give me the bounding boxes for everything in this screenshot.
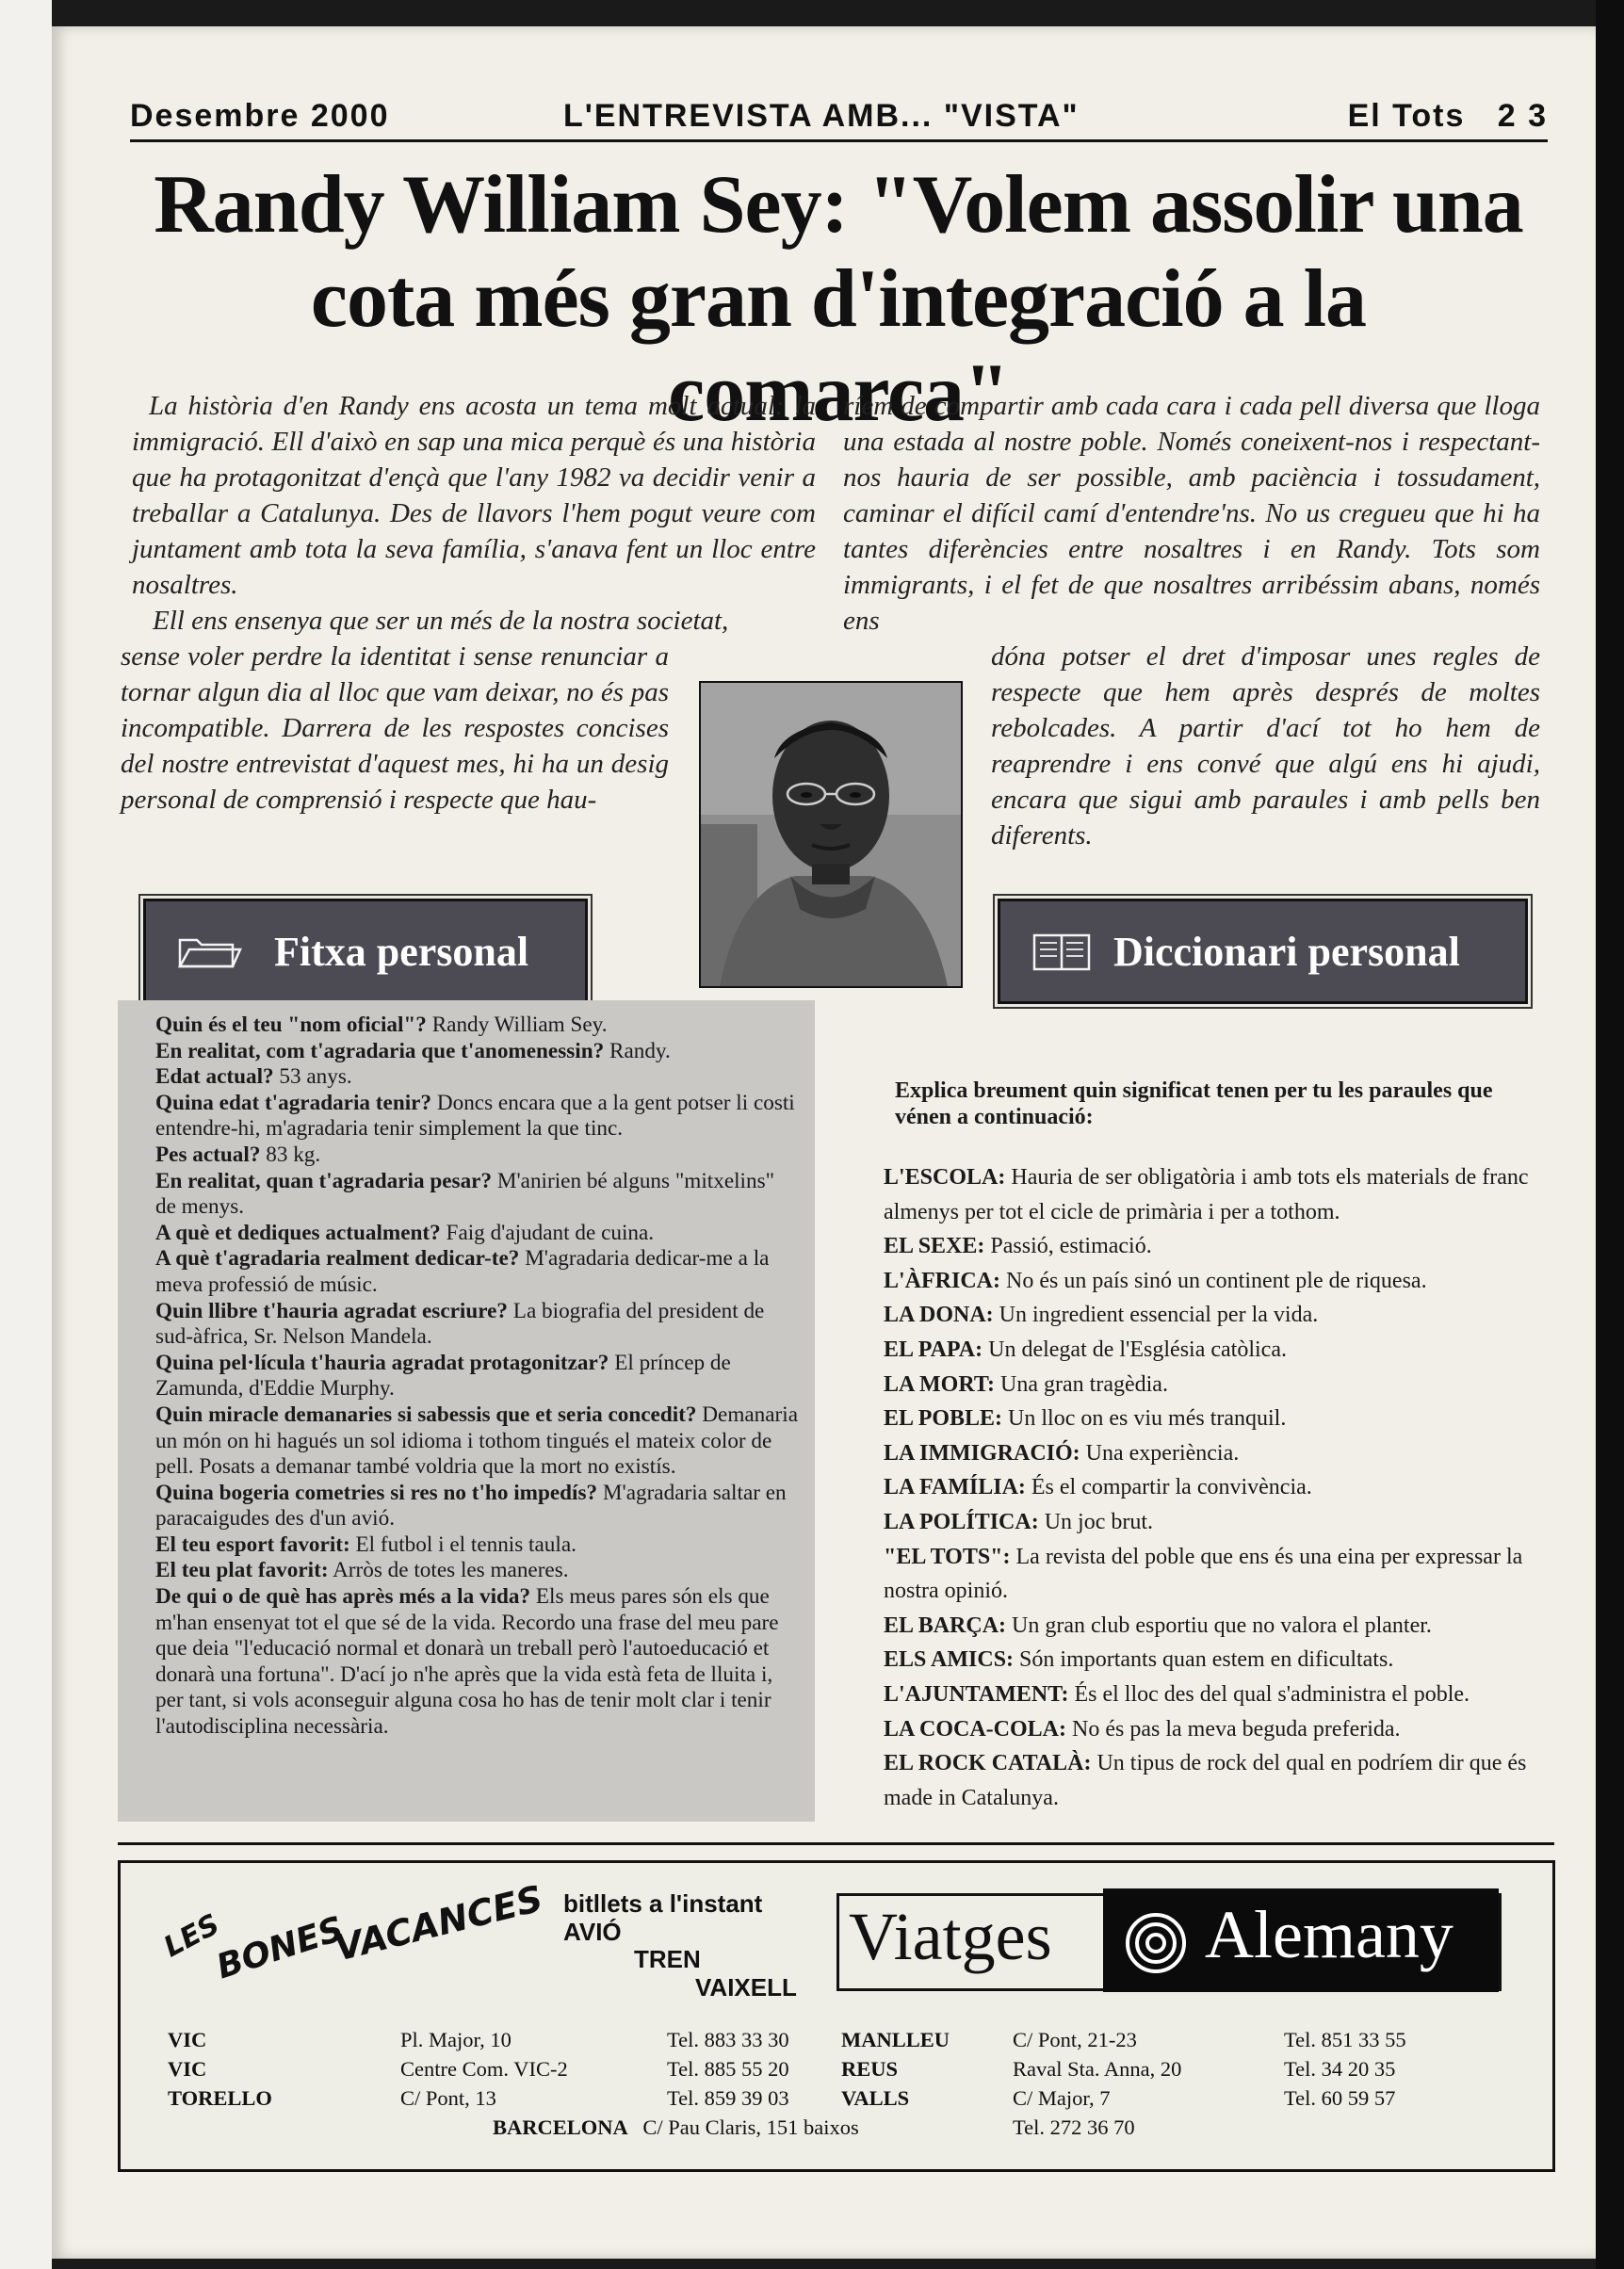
- office-city: [841, 2054, 973, 2083]
- running-header: [130, 96, 1548, 142]
- question: Quina pel·lícula t'hauria agradat protagonitzar?: [155, 1350, 609, 1375]
- dict-definition: Són importants quan estem en dificultats.: [1014, 1647, 1394, 1673]
- office-phone: Tel. 851 33 55: [1284, 2028, 1406, 2051]
- dict-entry: [884, 1470, 1543, 1505]
- question: El teu esport favorit:: [155, 1532, 350, 1557]
- dict-entry: [884, 1229, 1543, 1264]
- scan-margin: [0, 0, 52, 2269]
- dict-term: "EL TOTS":: [884, 1544, 1011, 1569]
- office-addresses-left: [400, 2025, 636, 2113]
- vaixell-text: VAIXELL: [695, 1973, 797, 2002]
- fitxa-item: [155, 1246, 798, 1298]
- office-phones-left: [667, 2025, 827, 2113]
- dict-definition: Un ingredient essencial per la vida.: [993, 1303, 1319, 1328]
- fitxa-item: [155, 1299, 798, 1351]
- diccionari-personal-label: Diccionari personal: [1113, 928, 1460, 975]
- dict-term: EL SEXE:: [884, 1234, 985, 1259]
- portrait-illustration: [701, 683, 961, 986]
- dict-definition: Una gran tragèdia.: [995, 1371, 1168, 1397]
- intro-paragraph: dóna potser el dret d'imposar unes regles de respecte que hem après després de moltes rebolcades. A partir d'ací tot ho hem de reaprendre i ens convé que algú ens hi ajudi, encara que sigui amb paraules i amb pells ben diferents.: [991, 641, 1540, 851]
- dict-definition: Una experiència.: [1080, 1440, 1240, 1466]
- spiral-icon: [1122, 1909, 1190, 1982]
- fitxa-item: [155, 1558, 798, 1584]
- answer: Arròs de totes les maneres.: [328, 1558, 569, 1583]
- fitxa-item: [155, 1143, 798, 1169]
- divider: [118, 1842, 1554, 1845]
- office-address: C/ Pau Claris, 151 baixos: [642, 2115, 859, 2139]
- office-city: [168, 2083, 271, 2113]
- dict-term: EL PAPA:: [884, 1337, 983, 1362]
- city-label: MANLLEU: [841, 2028, 950, 2051]
- fitxa-personal-list: [155, 1013, 798, 1741]
- alemany-word: Alemany: [1205, 1897, 1453, 1972]
- dict-term: L'ESCOLA:: [884, 1165, 1006, 1190]
- office-cities-left: [168, 2025, 271, 2113]
- dict-term: LA POLÍTICA:: [884, 1509, 1039, 1534]
- dict-entry: [884, 1643, 1543, 1677]
- dict-entry: [884, 1160, 1543, 1229]
- answer: Demanaria un món on hi hagués un sol idioma i tothom tingués el mateix color de pell. Posats a demanar també voldria que la mort no existís.: [155, 1402, 799, 1480]
- dict-entry: [884, 1436, 1543, 1471]
- office-phone: Tel. 883 33 30: [667, 2028, 789, 2051]
- dict-entry: [884, 1677, 1543, 1712]
- logo-black-block: [1103, 1888, 1499, 1992]
- logo-word-bones: BONES: [212, 1909, 349, 1987]
- answer: Els meus pares són els que m'han ensenyat tot el que sé de la vida. Recordo una frase del meu pare que deia "l'educació normal et donarà un treball però l'autoeducació et donarà una fortuna". D'ací jo n'he après que la vida està feta de lluita i, per tant, si vols aconseguir alguna cosa ho has de tenir molt clar i tenir l'autodisciplina necessària.: [155, 1584, 779, 1740]
- dict-definition: Un tipus de rock del qual en podríem dir que és made in Catalunya.: [884, 1751, 1527, 1810]
- intro-col1: [132, 388, 816, 639]
- dict-definition: És el compartir la convivència.: [1025, 1475, 1312, 1500]
- dict-definition: Hauria de ser obligatòria i amb tots els materials de franc almenys per tot el cicle de primària i per a tothom.: [884, 1165, 1529, 1224]
- question: En realitat, com t'agradaria que t'anomenessin?: [155, 1038, 605, 1063]
- question: Quina bogeria cometries si res no t'ho impedís?: [155, 1480, 598, 1505]
- city-label: TORELLO: [168, 2086, 272, 2110]
- question: De qui o de què has après més a la vida?: [155, 1584, 531, 1610]
- fitxa-item: [155, 1532, 798, 1559]
- dict-term: LA DONA:: [884, 1303, 994, 1328]
- office-phone: Tel. 885 55 20: [667, 2057, 789, 2081]
- office-phone: Tel. 34 20 35: [1284, 2057, 1396, 2081]
- folder-icon: [176, 932, 242, 970]
- logo-word-les: LES: [158, 1907, 225, 1965]
- dict-definition: És el lloc des del qual s'administra el poble.: [1068, 1681, 1470, 1707]
- dict-term: EL BARÇA:: [884, 1613, 1007, 1638]
- bitllets-text: bitllets a l'instant: [563, 1889, 763, 1918]
- intro-paragraph: Ell ens ensenya que ser un més de la nostra societat,: [153, 606, 729, 636]
- scan-edge: [1596, 0, 1624, 2269]
- answer: La biografia del president de sud-àfrica, Sr. Nelson Mandela.: [155, 1298, 765, 1350]
- intro-col1-wrap: [121, 639, 669, 818]
- fitxa-item: [155, 1351, 798, 1402]
- dict-term: LA IMMIGRACIÓ:: [884, 1440, 1080, 1466]
- city-label: REUS: [841, 2057, 899, 2081]
- header-section: L'ENTREVISTA AMB... "VISTA": [563, 98, 1080, 134]
- dict-term: ELS AMICS:: [884, 1647, 1015, 1673]
- office-address: C/ Pont, 13: [400, 2086, 496, 2110]
- viatges-alemany-logo: [836, 1893, 1502, 1991]
- office-phone: Tel. 60 59 57: [1284, 2086, 1396, 2110]
- fitxa-personal-heading: [143, 899, 588, 1004]
- dict-term: LA FAMÍLIA:: [884, 1475, 1026, 1500]
- dict-entry: [884, 1609, 1543, 1644]
- question: A què et dediques actualment?: [155, 1220, 441, 1245]
- fitxa-personal-label: Fitxa personal: [274, 928, 529, 975]
- fitxa-item: [155, 1064, 798, 1091]
- dict-term: LA COCA-COLA:: [884, 1716, 1067, 1742]
- office-address: C/ Major, 7: [1013, 2086, 1111, 2110]
- title-line-2: cota més gran d'integració a la comarca": [310, 253, 1367, 439]
- city-label: BARCELONA: [493, 2115, 628, 2139]
- dict-definition: La revista del poble que ens és una eina per expressar la nostra opinió.: [884, 1544, 1523, 1604]
- dict-definition: Un delegat de l'Església catòlica.: [983, 1337, 1287, 1362]
- dict-entry: [884, 1746, 1543, 1815]
- question: Pes actual?: [155, 1142, 261, 1167]
- city-label: VALLS: [841, 2086, 910, 2110]
- dict-definition: Passió, estimació.: [984, 1234, 1152, 1259]
- fitxa-item: [155, 1221, 798, 1247]
- office-phone: Tel. 859 39 03: [667, 2086, 789, 2110]
- logo-word-vacances: VACANCES: [331, 1877, 547, 1969]
- intro-col2: [843, 388, 1540, 639]
- answer: M'anirien bé alguns "mitxelins" de menys.: [155, 1168, 775, 1220]
- diccionari-list: [884, 1160, 1543, 1815]
- dict-definition: No és pas la meva beguda preferida.: [1066, 1716, 1401, 1742]
- question: A què t'agradaria realment dedicar-te?: [155, 1246, 520, 1272]
- portrait-photo: [699, 681, 963, 988]
- dict-term: L'AJUNTAMENT:: [884, 1681, 1069, 1707]
- viatges-word: Viatges: [849, 1899, 1052, 1974]
- question: Edat actual?: [155, 1064, 274, 1090]
- intro-paragraph: ríem de compartir amb cada cara i cada pell diversa que lloga una estada al nostre poble. Només coneixent-nos i respectant-nos hauria de ser possible, amb paciència i tossudament, caminar el difícil camí d'entendre'ns. No us cregueu que hi ha tantes diferències entre nosaltres i en Randy. Tots som immigrants, i el fet de que nosaltres arribéssim abans, només ens: [843, 391, 1540, 636]
- question: Quin llibre t'hauria agradat escriure?: [155, 1298, 508, 1323]
- office-city: [841, 2025, 973, 2054]
- dict-entry: [884, 1368, 1543, 1402]
- office-cities-right: [841, 2025, 973, 2113]
- dict-term: LA MORT:: [884, 1371, 996, 1397]
- title-line-1: Randy William Sey: "Volem assolir una: [154, 159, 1523, 251]
- tren-text: TREN: [634, 1945, 701, 1973]
- dict-instructions: Explica breument quin significat tenen per tu les paraules que vénen a continuació:: [895, 1078, 1493, 1129]
- dict-entry: [884, 1712, 1543, 1747]
- fitxa-item: [155, 1169, 798, 1221]
- avio-text: AVIÓ: [563, 1918, 622, 1946]
- question: Quin miracle demanaries si sabessis que et seria concedit?: [155, 1402, 697, 1427]
- office-city: [841, 2083, 973, 2113]
- fitxa-item: [155, 1481, 798, 1532]
- office-address: Centre Com. VIC-2: [400, 2057, 568, 2081]
- dict-entry: [884, 1402, 1543, 1436]
- dict-definition: Un lloc on es viu més tranquil.: [1002, 1406, 1287, 1432]
- office-barcelona: [493, 2113, 1152, 2142]
- header-page-number: El Tots 2 3: [1347, 98, 1548, 134]
- question: Quin és el teu "nom oficial"?: [155, 1013, 427, 1037]
- answer: Randy.: [604, 1038, 671, 1063]
- dict-term: L'ÀFRICA:: [884, 1268, 1000, 1293]
- dict-entry: [884, 1264, 1543, 1299]
- dict-definition: Un gran club esportiu que no valora el planter.: [1006, 1613, 1432, 1638]
- city-label: VIC: [168, 2057, 207, 2081]
- answer: 83 kg.: [260, 1142, 321, 1167]
- diccionari-personal-heading: [998, 899, 1528, 1004]
- book-icon: [1031, 930, 1093, 973]
- answer: Doncs encara que a la gent potser li costi entendre-hi, m'agradaria tenir simplement la que tinc.: [155, 1090, 795, 1142]
- office-address: Raval Sta. Anna, 20: [1013, 2057, 1182, 2081]
- answer: El príncep de Zamunda, d'Eddie Murphy.: [155, 1350, 731, 1402]
- intro-paragraph: sense voler perdre la identitat i sense renunciar a tornar algun dia al lloc que vam deixar, no és pas incompatible. Darrera de les respostes concises del nostre entrevistat d'aquest mes, hi ha un desig personal de comprensió i respecte que hau-: [121, 641, 669, 815]
- intro-col2-wrap: [991, 639, 1540, 853]
- dict-term: EL ROCK CATALÀ:: [884, 1751, 1092, 1776]
- question: El teu plat favorit:: [155, 1558, 329, 1583]
- fitxa-item: [155, 1402, 798, 1481]
- dict-entry: [884, 1505, 1543, 1540]
- office-addresses-right: [1013, 2025, 1248, 2113]
- fitxa-item: [155, 1039, 798, 1065]
- dict-definition: No és un país sinó un continent ple de riquesa.: [1000, 1268, 1427, 1293]
- dict-term: EL POBLE:: [884, 1406, 1003, 1432]
- dict-entry: [884, 1333, 1543, 1368]
- answer: M'agradaria dedicar-me a la meva professió de músic.: [155, 1246, 770, 1297]
- office-address: C/ Pont, 21-23: [1013, 2028, 1137, 2051]
- answer: El futbol i el tennis taula.: [349, 1532, 577, 1557]
- office-phone: Tel. 272 36 70: [1013, 2115, 1135, 2139]
- office-phones-right: [1284, 2025, 1444, 2113]
- office-address: Pl. Major, 10: [400, 2028, 512, 2051]
- question: Quina edat t'agradaria tenir?: [155, 1090, 432, 1115]
- intro-paragraph: La història d'en Randy ens acosta un tema molt actual: la immigració. Ell d'això en sap una mica perquè és una història que ha protagonitzat d'ençà que l'any 1982 va decidir venir a treballar a Catalunya. Des de llavors l'hem pogut veure com juntament amb tota la seva família, s'anava fent un lloc entre nosaltres.: [132, 391, 816, 600]
- dict-entry: [884, 1298, 1543, 1333]
- header-date: Desembre 2000: [130, 98, 390, 134]
- office-city: [168, 2025, 271, 2054]
- dict-entry: [884, 1540, 1543, 1609]
- answer: 53 anys.: [273, 1064, 352, 1090]
- question: En realitat, quan t'agradaria pesar?: [155, 1168, 493, 1193]
- fitxa-item: [155, 1584, 798, 1741]
- dict-definition: Un joc brut.: [1038, 1509, 1154, 1534]
- answer: M'agradaria saltar en paracaigudes des d'un avió.: [155, 1480, 787, 1532]
- fitxa-item: [155, 1013, 798, 1039]
- fitxa-item: [155, 1091, 798, 1143]
- office-city: [168, 2054, 271, 2083]
- city-label: VIC: [168, 2028, 207, 2051]
- answer: Faig d'ajudant de cuina.: [440, 1220, 655, 1245]
- travel-agency-ad: [118, 1860, 1555, 2172]
- answer: Randy William Sey.: [426, 1013, 608, 1037]
